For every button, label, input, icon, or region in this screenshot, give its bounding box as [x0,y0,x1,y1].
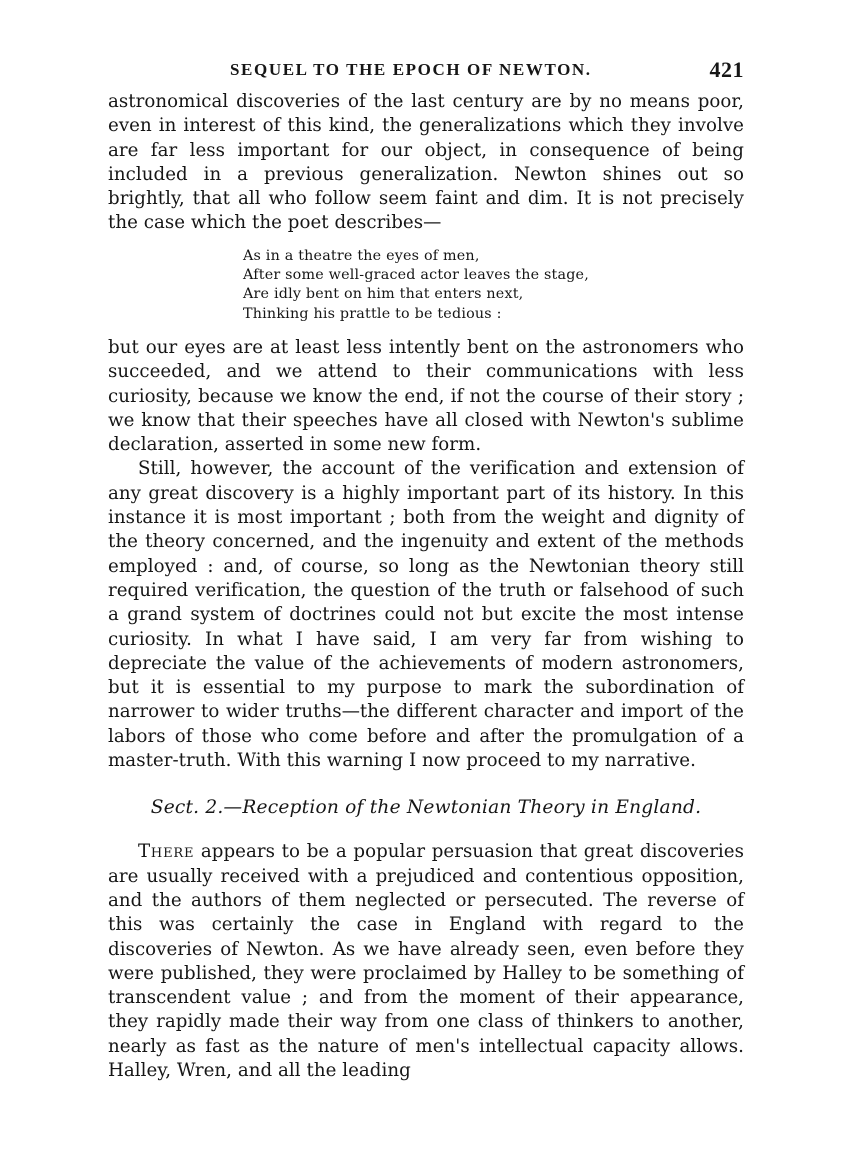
section-heading: Sect. 2.—Reception of the Newtonian Theory in England. [150,797,702,819]
running-title: SEQUEL TO THE EPOCH OF NEWTON. [230,60,592,79]
running-head [108,58,744,88]
page-number: 421 [709,57,744,82]
opening-paragraph: astronomical discoveries of the last century are by no means poor, even in interest of this kind, the generalizations which they involve are far less important for our object, in consequence of being included in a previous generalization. Newton shines out so brightly, that all who follow seem faint and dim. It is not precisely the case which the poet describes— [108,91,744,234]
section-paragraph-text: appears to be a popular persuasion that great discoveries are usually received with a prejudiced and contentious opposition, and the authors of them neglected or persecuted. The reverse of this was certainly the case in England with regard to the discoveries of Newton. As we have already seen, even before they were published, they were proclaimed by Halley to be something of transcendent value ; and from the moment of their appearance, they rapidly made their way from one class of thinkers to another, nearly as fast as the nature of men's intellectual capacity allows. Halley, Wren, and all the leading [108,841,744,1081]
book-page [108,58,744,1083]
section-paragraph [108,840,744,1083]
poetry-quote [243,247,744,324]
quote-line: Thinking his prattle to be tedious : [243,305,502,322]
body-paragraph: Still, however, the account of the verification and extension of any great discovery is a highly important part of its history. In this instance it is most important ; both from the weight and dignity of the theory concerned, and the ingenuity and extent of the methods employed : and, of course, so long as the Newtonian theory still required verification, the question of the truth or falsehood of such a grand system of doctrines could not but excite the most intense curiosity. In what I have said, I am very far from wishing to depreciate the value of the achievements of modern astronomers, but it is essential to my purpose to mark the subordination of narrower to wider truths—the different character and import of the labors of those who come before and after the promulgation of a master-truth. With this warning I now proceed to my narrative. [108,458,744,772]
quote-line: After some well-graced actor leaves the stage, [243,267,589,284]
quote-line: As in a theatre the eyes of men, [243,247,480,264]
continuation-paragraph: but our eyes are at least less intently bent on the astronomers who succeeded, and we attend to their communications with less curiosity, because we know the end, if not the course of their story ; we know that their speeches have all closed with Newton's sublime declaration, asserted in some new form. [108,336,744,456]
paragraph-lead-word: There [138,841,195,863]
quote-line: Are idly bent on him that enters next, [243,286,524,303]
